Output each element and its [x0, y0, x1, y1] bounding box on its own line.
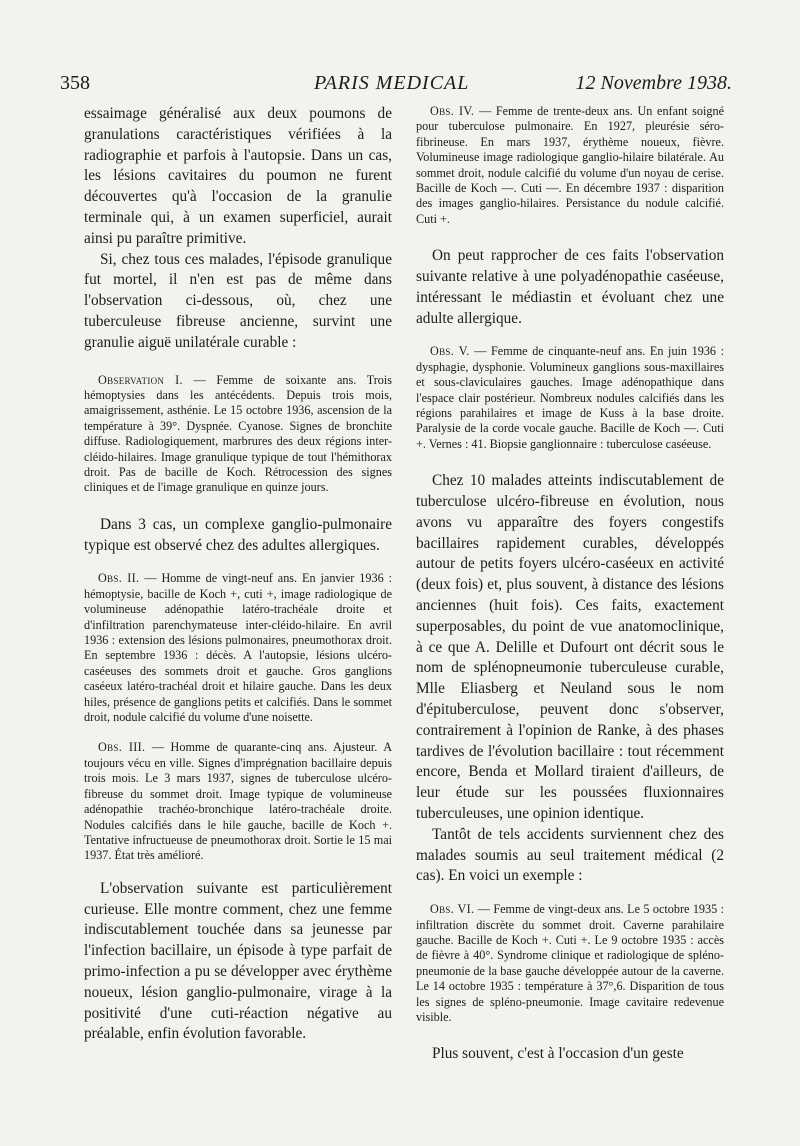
right-column [416, 104, 724, 1065]
observation-text: — Femme de vingt-deux ans. Le 5 octobre 1935 : infiltration discrète du sommet droit. Caverne parahilaire gauche. Bacille de Koch +. Cuti +. Le 9 octobre 1935 : accès de fièvre à 40°. Syndrome clinique et radiologique de spléno-pneumonie de la base gauche développée autour de la caverne. Le 14 octobre 1935 : température à 37°,6. Disparition de tous les signes de spléno-pneumonie. Image cavitaire redevenue visible. [416, 902, 724, 1025]
observation-1 [84, 373, 392, 496]
journal-title: PARIS MEDICAL [314, 72, 470, 94]
observation-3 [84, 740, 392, 863]
observation-label: Obs. IV. [430, 104, 475, 118]
running-header [0, 72, 800, 100]
paragraph: Tantôt de tels accidents surviennent chez des malades soumis au seul traitement médical (2 cas). En voici un exemple : [416, 825, 724, 885]
observation-label: Obs. VI. [430, 902, 475, 917]
observation-2 [84, 571, 392, 725]
paragraph: L'observation suivante est particulièrement curieuse. Elle montre comment, chez une femme indiscutablement touchée dans sa jeunesse par l'infection bacillaire, un épisode à type parfait de primo-infection a pu se développer avec érythème noueux, lésion ganglio-pulmonaire, virage à la positivité d'une cuti-réaction négative au préalable, enfin évolution favorable. [84, 879, 392, 1043]
observation-text: — Femme de soixante ans. Trois hémoptysies dans les antécédents. Depuis trois mois, amaigrissement, asthénie. Le 15 octobre 1936, ascension de la température à 39°. Dyspnée. Cyanose. Signes de bronchite diffuse. Radiologiquement, marbrures des deux régions inter-cléido-hilaires. Image granulique typique de tout l'hémithorax droit. Pas de bacille de Koch. Rétrocession des signes cliniques et de l'image granulique en quinze jours. [84, 372, 393, 495]
observation-label: Obs. II. [98, 571, 140, 586]
paragraph: Chez 10 malades atteints indiscutablement de tuberculose ulcéro-fibreuse en évolution, nous avons vu apparaître des foyers congestifs bacillaires rapidement curables, développés autour de petits foyers ulcéro-caséeux en activité (deux fois) et, plus souvent, à distance des lésions anciennes (huit fois). Ces faits, exactement superposables, du point de vue anatomoclinique, à ce que A. Delille et Dufourt ont décrit sous le nom de splénopneumonie tuberculeuse curable, Mlle Eliasberg et Neuland sous le nom d'épituberculose, peuvent donc s'observer, contrairement à l'opinion de Ranke, à des phases tardives de l'évolution bacillaire : tout récemment encore, Benda et Mollard tiraient d'ailleurs, de leur étude sur les poussées fluxionnaires tuberculeuses, une opinion identique. [416, 472, 724, 823]
observation-label: Obs. V. [430, 344, 470, 359]
paragraph: On peut rapprocher de ces faits l'observation suivante relative à une polyadénopathie caséeuse, intéressant le médiastin et évoluant chez une adulte allergique. [416, 247, 724, 327]
observation-text: — Homme de quarante-cinq ans. Ajusteur. A toujours vécu en ville. Signes d'imprégnation bacillaire depuis trois mois. Le 3 mars 1937, signes de tuberculose ulcéro-fibreuse du sommet droit. Image typique de volumineuse adénopathie trachéo-bronchique latéro-trachéale droite. Nodules calcifiés dans le hile gauche, bacille de Koch +. Tentative infructueuse de pneumothorax droit. Sortie le 15 mai 1937. État très amélioré. [84, 740, 393, 863]
observation-text: — Femme de cinquante-neuf ans. En juin 1936 : dysphagie, dysphonie. Volumineux ganglions sous-maxillaires et sous-claviculaires gauches. Image adénopathique dans l'espace clair postérieur. Nombreux nodules calcifiés dans les régions parahilaires et image de Kuss à la base droite. Paralysie de la corde vocale gauche. Bacille de Koch —. Cuti +. Vernes : 41. Biopsie ganglionnaire : tuberculose caséeuse. [416, 344, 724, 451]
observation-6 [416, 902, 724, 1025]
observation-label: Observation I. [98, 372, 183, 387]
paragraph: Si, chez tous ces malades, l'épisode granulique fut mortel, il n'en est pas de même dans l'observation ci-dessous, où, chez une tuberculeuse fibreuse ancienne, survint une granulie aiguë unilatérale curable : [84, 250, 392, 351]
issue-date: 12 Novembre 1938. [575, 72, 732, 94]
paragraph: Dans 3 cas, un complexe ganglio-pulmonaire typique est observé chez des adultes allergiques. [84, 515, 392, 554]
paragraph: Plus souvent, c'est à l'occasion d'un geste [432, 1045, 684, 1063]
observation-text: — Homme de vingt-neuf ans. En janvier 1936 : hémoptysie, bacille de Koch +, cuti +, image radiologique de volumineuse adénopathie latéro-trachéale droite et d'infiltration parenchymateuse inter-cléido-hilaire. En avril 1936 : extension des lésions pulmonaires, pneumothorax droit. En septembre 1936 : décès. A l'autopsie, lésions ulcéro-caséeuses des sommets droit et gauche. Gros ganglions caséeux latéro-trachéal droit et hilaire gauche. Dans les deux hiles, présence de ganglions petits et calcifiés. Dans le sommet droit, nodule calcifié du volume d'une noisette. [84, 571, 393, 725]
paragraph: essaimage généralisé aux deux poumons de granulations caractéristiques vérifiées à la radiographie et parfois à l'autopsie. Dans un cas, les lésions cavitaires du poumon ne furent découvertes qu'à l'occasion de la granulie terminale qui, à un examen superficiel, aurait ainsi pu paraître primitive. [84, 105, 392, 247]
left-column [84, 104, 392, 1045]
observation-5 [416, 344, 724, 452]
observation-text: — Femme de trente-deux ans. Un enfant soigné pour tuberculose pulmonaire. En 1927, pleurésie séro-fibrineuse. En mars 1937, érythème noueux, fièvre. Volumineuse image radiologique ganglio-hilaire bilatérale. Au sommet droit, nodule calcifié du volume d'un noyau de cerise. Bacille de Koch —. Cuti —. En décembre 1937 : disparition des images ganglio-hilaires. Persistance du nodule calcifié. Cuti +. [416, 104, 724, 226]
observation-4 [416, 104, 724, 227]
page-number: 358 [60, 72, 90, 94]
observation-label: Obs. III. [98, 740, 146, 755]
